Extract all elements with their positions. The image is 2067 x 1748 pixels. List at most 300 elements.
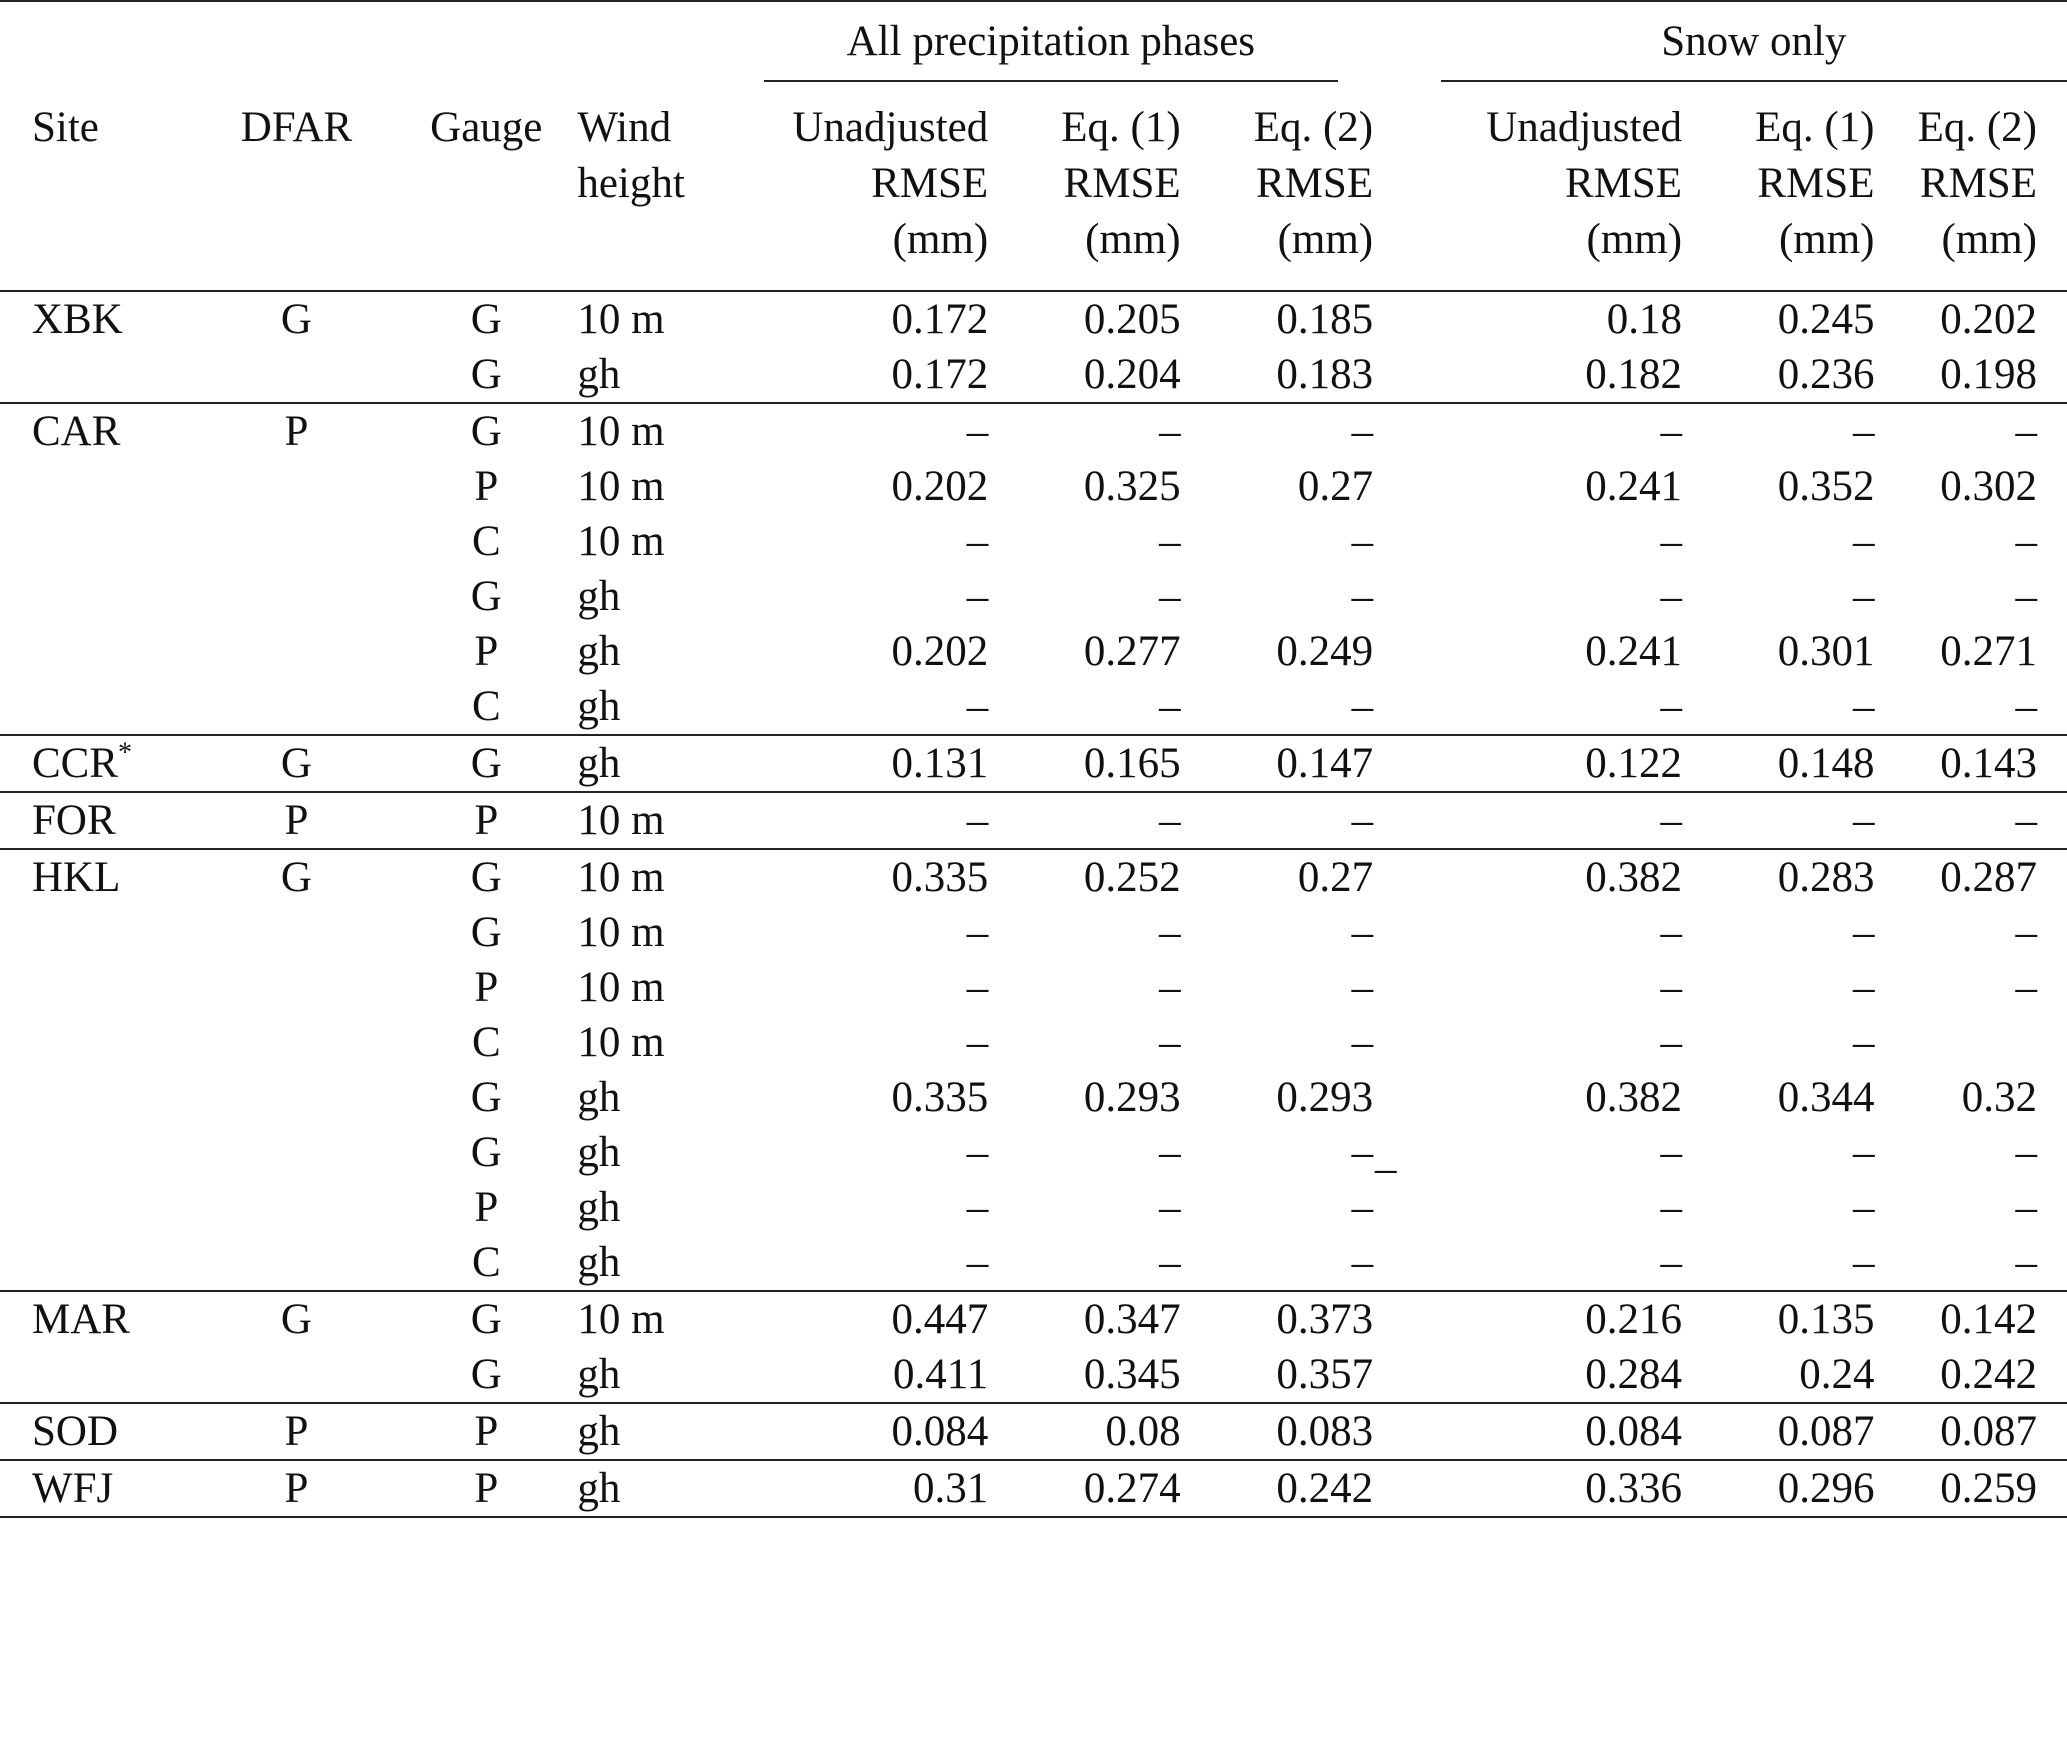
snow-unadjusted-rmse: – xyxy=(1660,1019,1683,1066)
wind-height-cell: 10 m xyxy=(577,909,665,956)
site-group-car xyxy=(0,403,2067,735)
snow-unadjusted-rmse: 0.382 xyxy=(1585,854,1683,901)
table-row xyxy=(0,347,2067,403)
site-name: HKL xyxy=(32,854,121,901)
wind-height-cell: gh xyxy=(577,1129,621,1176)
site-group-xbk xyxy=(0,291,2067,403)
header-gauge-label: Gauge xyxy=(430,104,543,151)
gauge-cell: C xyxy=(395,679,577,735)
gauge-cell: P xyxy=(395,792,577,849)
gap-cell xyxy=(1373,347,1441,403)
dfar-cell xyxy=(198,624,396,679)
snow-eq2-rmse xyxy=(1874,1015,2067,1070)
all-eq2-rmse: 0.293 xyxy=(1276,1074,1374,1121)
header-wind-line1: Wind xyxy=(577,104,672,151)
all-unadjusted-rmse: 0.411 xyxy=(739,1347,989,1403)
snow-unadjusted-rmse: – xyxy=(1660,408,1683,455)
dfar-cell xyxy=(198,514,396,569)
site-cell xyxy=(0,1125,198,1180)
snow-eq2-rmse: – xyxy=(1874,1235,2067,1291)
gap-cell xyxy=(1373,459,1441,514)
site-cell xyxy=(0,1347,198,1403)
snow-eq1-rmse: – xyxy=(1852,1019,1875,1066)
wind-height-cell: gh xyxy=(577,1347,738,1403)
snow-eq2-rmse: – xyxy=(2015,964,2037,1011)
snow-unadjusted-rmse: 0.336 xyxy=(1441,1460,1682,1517)
wind-height-cell: gh xyxy=(577,628,621,675)
all-unadjusted-rmse: – xyxy=(966,1129,989,1176)
site-cell xyxy=(0,347,198,403)
table-row xyxy=(0,1291,2067,1347)
all-eq2-rmse: – xyxy=(1351,573,1374,620)
header-dfar xyxy=(198,82,396,291)
site-name: CAR xyxy=(32,408,121,455)
snow-unadjusted-rmse: 0.382 xyxy=(1585,1074,1683,1121)
site-group-for xyxy=(0,792,2067,849)
dfar-cell xyxy=(198,960,396,1015)
snow-eq2-rmse: 0.142 xyxy=(1940,1296,2037,1343)
snow-eq2-rmse: 0.087 xyxy=(1874,1403,2067,1460)
gap-cell xyxy=(1373,849,1441,905)
group-label-snow-only: Snow only xyxy=(1441,2,2067,82)
gap-cell xyxy=(1373,1235,1441,1291)
site-cell xyxy=(0,1291,198,1347)
header-wind-line2: height xyxy=(577,160,685,207)
snow-eq1-rmse: – xyxy=(1852,1184,1875,1231)
snow-unadjusted-rmse: – xyxy=(1660,1184,1683,1231)
header-wind-height xyxy=(577,82,738,291)
gap-cell xyxy=(1373,960,1441,1015)
all-unadjusted-rmse: 0.131 xyxy=(739,735,989,792)
table-row xyxy=(0,1460,2067,1517)
snow-eq2-rmse: – xyxy=(1874,679,2067,735)
header-snow-eq1 xyxy=(1682,82,1874,291)
header-line: (mm) xyxy=(1941,216,2037,263)
all-unadjusted-rmse: – xyxy=(966,964,989,1011)
table-row xyxy=(0,792,2067,849)
gauge-cell: C xyxy=(395,1235,577,1291)
table-row xyxy=(0,1403,2067,1460)
dfar-cell: P xyxy=(198,1403,396,1460)
dfar-cell: P xyxy=(198,792,396,849)
snow-unadjusted-rmse: 0.241 xyxy=(1585,463,1683,510)
header-line: (mm) xyxy=(1277,216,1374,263)
snow-unadjusted-rmse: 0.084 xyxy=(1441,1403,1682,1460)
wind-height-cell: 10 m xyxy=(577,964,665,1011)
snow-eq1-rmse: 0.245 xyxy=(1777,296,1875,343)
snow-eq1-rmse: 0.352 xyxy=(1777,463,1875,510)
table-row xyxy=(0,569,2067,624)
all-eq2-rmse: 0.357 xyxy=(1181,1347,1373,1403)
gap-cell xyxy=(1373,569,1441,624)
snow-eq2-rmse: 0.259 xyxy=(1874,1460,2067,1517)
header-site xyxy=(0,82,198,291)
gap-cell xyxy=(1373,1460,1441,1517)
header-line: RMSE xyxy=(871,160,989,207)
header-line: RMSE xyxy=(1757,160,1875,207)
all-eq2-rmse: 0.183 xyxy=(1181,347,1373,403)
all-unadjusted-rmse: – xyxy=(966,1184,989,1231)
all-eq1-rmse: – xyxy=(988,792,1180,849)
snow-eq2-rmse: – xyxy=(2015,518,2037,565)
all-eq1-rmse: – xyxy=(1159,1019,1181,1066)
header-line: (mm) xyxy=(1085,216,1181,263)
wind-height-cell: gh xyxy=(577,573,621,620)
all-eq1-rmse: – xyxy=(988,1235,1180,1291)
all-unadjusted-rmse: – xyxy=(739,792,989,849)
snow-eq1-rmse: – xyxy=(1682,679,1874,735)
snow-unadjusted-rmse: – xyxy=(1441,679,1682,735)
snow-eq2-rmse: – xyxy=(2015,909,2037,956)
gap-cell xyxy=(1373,1403,1441,1460)
all-unadjusted-rmse: 0.31 xyxy=(739,1460,989,1517)
snow-eq1-rmse: – xyxy=(1852,909,1875,956)
column-header-row xyxy=(0,82,2067,291)
dfar-cell xyxy=(198,1180,396,1235)
snow-eq2-rmse: 0.242 xyxy=(1874,1347,2067,1403)
gauge-cell: G xyxy=(470,1296,502,1343)
site-name: SOD xyxy=(32,1408,119,1455)
wind-height-cell: gh xyxy=(577,1403,738,1460)
all-eq2-rmse: – xyxy=(1351,964,1374,1011)
all-unadjusted-rmse: – xyxy=(966,518,989,565)
table-row xyxy=(0,403,2067,459)
snow-eq2-rmse: 0.302 xyxy=(1940,463,2037,510)
site-cell xyxy=(0,905,198,960)
all-eq2-rmse: – xyxy=(1181,792,1373,849)
header-all-eq1 xyxy=(988,82,1180,291)
all-eq2-rmse: – xyxy=(1351,1019,1374,1066)
header-line: RMSE xyxy=(1564,160,1683,207)
snow-unadjusted-rmse: 0.182 xyxy=(1441,347,1682,403)
all-eq2-rmse: – xyxy=(1181,1235,1373,1291)
wind-height-cell: 10 m xyxy=(577,1296,665,1343)
table-row xyxy=(0,905,2067,960)
all-eq2-rmse: 0.373 xyxy=(1276,1296,1374,1343)
header-snow-unadjusted xyxy=(1441,82,1682,291)
all-eq1-rmse: 0.205 xyxy=(1083,296,1181,343)
site-cell xyxy=(0,1403,198,1460)
header-line: Eq. (2) xyxy=(1253,104,1374,151)
dfar-cell xyxy=(198,1125,396,1180)
snow-unadjusted-rmse: – xyxy=(1660,573,1683,620)
all-eq1-rmse: 0.345 xyxy=(988,1347,1180,1403)
snow-unadjusted-rmse: 0.216 xyxy=(1585,1296,1683,1343)
site-cell xyxy=(0,403,198,459)
snow-eq1-rmse: 0.283 xyxy=(1777,854,1875,901)
snow-unadjusted-rmse: – xyxy=(1660,964,1683,1011)
snow-eq1-rmse: – xyxy=(1852,408,1875,455)
all-eq1-rmse: 0.274 xyxy=(988,1460,1180,1517)
site-name: WFJ xyxy=(32,1465,114,1512)
table-row xyxy=(0,1235,2067,1291)
snow-unadjusted-rmse: – xyxy=(1660,518,1683,565)
header-line: (mm) xyxy=(1778,216,1875,263)
wind-height-cell: 10 m xyxy=(577,518,665,565)
table-row xyxy=(0,1125,2067,1180)
group-header-all xyxy=(739,1,1374,82)
all-unadjusted-rmse: – xyxy=(966,408,989,455)
snow-unadjusted-rmse: – xyxy=(1441,1235,1682,1291)
all-eq2-rmse: 0.083 xyxy=(1181,1403,1373,1460)
site-name: XBK xyxy=(32,296,123,343)
site-cell xyxy=(0,1460,198,1517)
snow-unadjusted-rmse: 0.241 xyxy=(1585,628,1683,675)
gauge-cell: G xyxy=(470,573,502,620)
all-eq1-rmse: 0.347 xyxy=(1083,1296,1181,1343)
all-eq1-rmse: – xyxy=(988,679,1180,735)
snow-eq1-rmse: 0.344 xyxy=(1777,1074,1875,1121)
gap-cell xyxy=(1373,1015,1441,1070)
site-name: CCR xyxy=(32,740,119,787)
all-eq1-rmse: 0.08 xyxy=(988,1403,1180,1460)
gap-cell xyxy=(1373,403,1441,459)
all-eq1-rmse: 0.325 xyxy=(1083,463,1181,510)
gap-cell xyxy=(1373,291,1441,347)
header-line: Unadjusted xyxy=(792,104,989,151)
gauge-cell: G xyxy=(395,735,577,792)
site-cell xyxy=(0,679,198,735)
gap-cell xyxy=(1373,514,1441,569)
snow-eq1-rmse: – xyxy=(1852,964,1875,1011)
gap-cell xyxy=(1373,624,1441,679)
snow-unadjusted-rmse: – xyxy=(1660,909,1683,956)
gauge-cell: P xyxy=(474,628,499,675)
all-eq1-rmse: – xyxy=(1159,1184,1181,1231)
table-row xyxy=(0,514,2067,569)
all-eq1-rmse: 0.165 xyxy=(988,735,1180,792)
snow-eq1-rmse: 0.087 xyxy=(1682,1403,1874,1460)
gauge-cell: G xyxy=(470,854,502,901)
snow-eq1-rmse: 0.135 xyxy=(1777,1296,1875,1343)
gap-cell xyxy=(1373,1070,1441,1125)
wind-height-cell: 10 m xyxy=(577,296,665,343)
table-row xyxy=(0,459,2067,514)
dfar-cell: G xyxy=(280,1296,312,1343)
table-row xyxy=(0,624,2067,679)
dfar-cell: P xyxy=(198,1460,396,1517)
snow-eq2-rmse: 0.287 xyxy=(1940,854,2037,901)
dfar-cell: G xyxy=(280,296,312,343)
snow-eq2-rmse: – xyxy=(2015,1129,2037,1176)
gauge-cell: G xyxy=(470,1129,502,1176)
snow-eq2-rmse: – xyxy=(2015,1184,2037,1231)
wind-height-cell: 10 m xyxy=(577,1019,665,1066)
gauge-cell: G xyxy=(470,909,502,956)
group-label-all-phases: All precipitation phases xyxy=(764,2,1339,82)
snow-unadjusted-rmse: 0.18 xyxy=(1606,296,1683,343)
snow-eq1-rmse: 0.296 xyxy=(1682,1460,1874,1517)
all-eq1-rmse: 0.252 xyxy=(1083,854,1181,901)
wind-height-cell: 10 m xyxy=(577,408,665,455)
all-unadjusted-rmse: 0.172 xyxy=(739,347,989,403)
dfar-cell xyxy=(198,1015,396,1070)
table-row xyxy=(0,1347,2067,1403)
snow-eq2-rmse: – xyxy=(2015,573,2037,620)
gauge-cell: C xyxy=(471,1019,501,1066)
wind-height-cell: 10 m xyxy=(577,463,665,510)
all-eq2-rmse: – xyxy=(1351,408,1374,455)
site-cell xyxy=(0,569,198,624)
header-line: RMSE xyxy=(1256,160,1374,207)
gauge-cell: P xyxy=(395,1460,577,1517)
all-eq2-rmse: 0.185 xyxy=(1276,296,1374,343)
snow-eq2-rmse: 0.271 xyxy=(1940,628,2037,675)
site-name: FOR xyxy=(32,797,116,844)
all-eq1-rmse: – xyxy=(1159,573,1181,620)
table-row xyxy=(0,849,2067,905)
snow-unadjusted-rmse: 0.284 xyxy=(1441,1347,1682,1403)
wind-height-cell: gh xyxy=(577,735,738,792)
dfar-cell xyxy=(198,459,396,514)
site-group-wfj xyxy=(0,1460,2067,1517)
all-eq2-rmse: – xyxy=(1351,1129,1374,1176)
wind-height-cell: gh xyxy=(577,1074,621,1121)
snow-eq1-rmse: – xyxy=(1852,573,1875,620)
all-eq1-rmse: 0.293 xyxy=(1083,1074,1181,1121)
site-cell xyxy=(0,624,198,679)
all-unadjusted-rmse: 0.202 xyxy=(891,628,989,675)
stray-dash: – xyxy=(1375,1145,1397,1192)
gauge-cell: G xyxy=(470,408,502,455)
dfar-cell xyxy=(198,1347,396,1403)
dfar-cell xyxy=(198,569,396,624)
all-unadjusted-rmse: 0.084 xyxy=(739,1403,989,1460)
table-row xyxy=(0,291,2067,347)
snow-eq2-rmse: 0.202 xyxy=(1940,296,2037,343)
table-row xyxy=(0,1180,2067,1235)
group-header-row xyxy=(0,1,2067,82)
table-row xyxy=(0,1015,2067,1070)
all-eq1-rmse: – xyxy=(1159,964,1181,1011)
header-all-eq2 xyxy=(1181,82,1373,291)
dfar-cell: G xyxy=(280,854,312,901)
wind-height-cell: gh xyxy=(577,679,738,735)
snow-unadjusted-rmse: – xyxy=(1660,1129,1683,1176)
table-row xyxy=(0,679,2067,735)
snow-eq1-rmse: 0.236 xyxy=(1682,347,1874,403)
snow-eq1-rmse: – xyxy=(1682,1235,1874,1291)
snow-eq1-rmse: – xyxy=(1852,1129,1875,1176)
snow-eq2-rmse: 0.32 xyxy=(1961,1074,2037,1121)
gauge-cell: P xyxy=(474,463,499,510)
snow-eq1-rmse: – xyxy=(1682,792,1874,849)
wind-height-cell: gh xyxy=(577,1460,738,1517)
snow-unadjusted-rmse: – xyxy=(1441,792,1682,849)
all-eq2-rmse: 0.27 xyxy=(1297,854,1374,901)
all-eq2-rmse: – xyxy=(1351,909,1374,956)
all-eq1-rmse: 0.204 xyxy=(988,347,1180,403)
all-eq2-rmse: 0.27 xyxy=(1297,463,1374,510)
snow-eq2-rmse: 0.143 xyxy=(1874,735,2067,792)
snow-unadjusted-rmse: 0.122 xyxy=(1441,735,1682,792)
all-unadjusted-rmse: 0.202 xyxy=(891,463,989,510)
site-cell xyxy=(0,1070,198,1125)
header-gap xyxy=(1373,82,1441,291)
wind-height-cell: 10 m xyxy=(577,792,738,849)
group-header-snow xyxy=(1441,1,2067,82)
gauge-cell: G xyxy=(395,1347,577,1403)
all-eq2-rmse: 0.147 xyxy=(1181,735,1373,792)
gauge-cell: G xyxy=(470,1074,502,1121)
all-eq1-rmse: 0.277 xyxy=(1083,628,1181,675)
snow-eq1-rmse: 0.148 xyxy=(1682,735,1874,792)
header-line: Eq. (1) xyxy=(1755,104,1875,151)
snow-eq2-rmse: 0.198 xyxy=(1874,347,2067,403)
all-unadjusted-rmse: – xyxy=(966,1019,989,1066)
all-unadjusted-rmse: – xyxy=(739,1235,989,1291)
all-eq1-rmse: – xyxy=(1159,909,1181,956)
gap-cell xyxy=(1373,1347,1441,1403)
site-cell xyxy=(0,1015,198,1070)
snow-eq2-rmse: – xyxy=(2015,408,2037,455)
site-group-mar xyxy=(0,1291,2067,1403)
all-eq2-rmse: 0.249 xyxy=(1276,628,1374,675)
header-line: Eq. (2) xyxy=(1917,104,2037,151)
header-line: Eq. (1) xyxy=(1061,104,1181,151)
header-gauge xyxy=(395,82,577,291)
dfar-cell xyxy=(198,347,396,403)
site-cell xyxy=(0,735,198,792)
group-header-spacer xyxy=(0,1,739,82)
gauge-cell: G xyxy=(395,347,577,403)
dfar-cell: P xyxy=(284,408,309,455)
all-unadjusted-rmse: 0.447 xyxy=(891,1296,989,1343)
dfar-cell: G xyxy=(198,735,396,792)
wind-height-cell: 10 m xyxy=(577,854,665,901)
all-eq2-rmse: – xyxy=(1181,679,1373,735)
dfar-cell xyxy=(198,905,396,960)
site-cell xyxy=(0,514,198,569)
all-eq2-rmse: 0.242 xyxy=(1181,1460,1373,1517)
header-site-label: Site xyxy=(32,104,99,151)
header-line: (mm) xyxy=(892,216,989,263)
dfar-cell xyxy=(198,1070,396,1125)
all-unadjusted-rmse: – xyxy=(739,679,989,735)
site-cell xyxy=(0,1235,198,1291)
all-eq1-rmse: – xyxy=(1159,408,1181,455)
site-name: MAR xyxy=(32,1296,130,1343)
gap-cell xyxy=(1373,792,1441,849)
header-line: Unadjusted xyxy=(1486,104,1683,151)
group-header-gap xyxy=(1373,1,1441,82)
all-unadjusted-rmse: – xyxy=(966,909,989,956)
table-header xyxy=(0,1,2067,291)
all-eq2-rmse: – xyxy=(1351,518,1374,565)
header-all-unadjusted xyxy=(739,82,989,291)
site-group-sod xyxy=(0,1403,2067,1460)
table-row xyxy=(0,1070,2067,1125)
site-cell xyxy=(0,291,198,347)
wind-height-cell: gh xyxy=(577,1184,621,1231)
snow-eq2-rmse: – xyxy=(1874,792,2067,849)
table-row xyxy=(0,735,2067,792)
table-row xyxy=(0,960,2067,1015)
gauge-cell: P xyxy=(474,964,499,1011)
wind-height-cell: gh xyxy=(577,1235,738,1291)
wind-height-cell: gh xyxy=(577,347,738,403)
gauge-cell: C xyxy=(471,518,501,565)
site-cell xyxy=(0,849,198,905)
snow-eq1-rmse: – xyxy=(1852,518,1875,565)
gauge-cell: P xyxy=(474,1184,499,1231)
site-group-hkl xyxy=(0,849,2067,1291)
all-unadjusted-rmse: 0.335 xyxy=(891,1074,989,1121)
header-line: RMSE xyxy=(1063,160,1181,207)
gap-cell xyxy=(1373,905,1441,960)
header-line: RMSE xyxy=(1919,160,2037,207)
all-unadjusted-rmse: 0.172 xyxy=(891,296,989,343)
